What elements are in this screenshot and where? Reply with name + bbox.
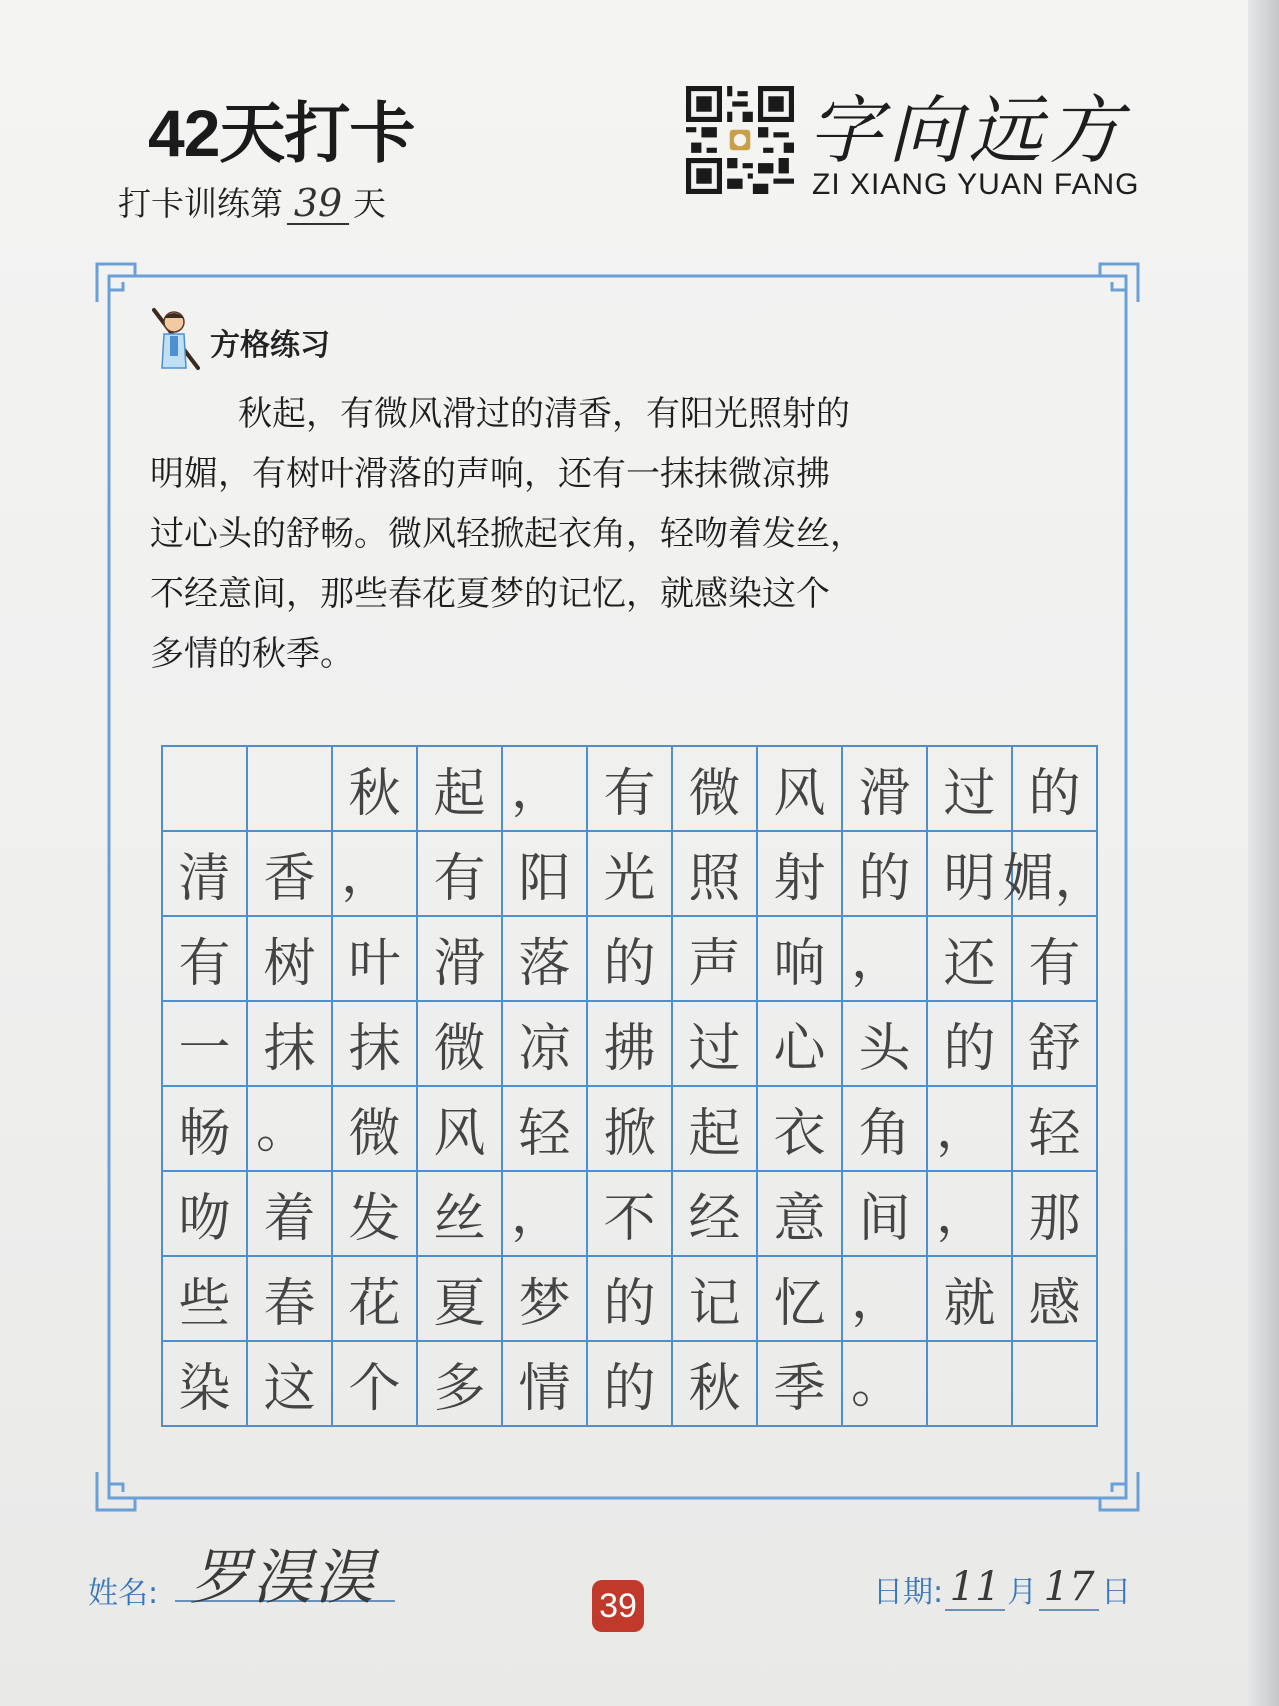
- date-day: 17: [1039, 1565, 1099, 1611]
- grid-cell: 叶: [333, 917, 418, 1002]
- grid-cell: 发: [333, 1172, 418, 1257]
- grid-cell: 的: [1013, 747, 1098, 832]
- grid-cell: 的: [843, 832, 928, 917]
- grid-cell: 清: [163, 832, 248, 917]
- grid-cell: 照: [673, 832, 758, 917]
- passage-line: 过心头的舒畅。微风轻掀起衣角，轻吻着发丝，: [150, 514, 864, 554]
- grid-cell: ，: [333, 832, 418, 917]
- grid-cell: 间: [843, 1172, 928, 1257]
- grid-cell: 的: [588, 1342, 673, 1427]
- grid-cell: 畅: [163, 1087, 248, 1172]
- grid-cell: 心: [758, 1002, 843, 1087]
- brand-logo: 字向远方: [808, 88, 1128, 174]
- grid-cell: 风: [418, 1087, 503, 1172]
- grid-cell: ，: [843, 917, 928, 1002]
- grid-cell: 头: [843, 1002, 928, 1087]
- grid-cell: 响: [758, 917, 843, 1002]
- grid-cell: 的: [588, 917, 673, 1002]
- practice-grid: [161, 745, 1107, 1427]
- grid-cell: 梦: [503, 1257, 588, 1342]
- grid-cell: 射: [758, 832, 843, 917]
- grid-cell: 微: [333, 1087, 418, 1172]
- grid-cell: 声: [673, 917, 758, 1002]
- grid-cell: 滑: [418, 917, 503, 1002]
- grid-cell: [928, 1342, 1013, 1427]
- grid-cell: 着: [248, 1172, 333, 1257]
- grid-cell: 微: [418, 1002, 503, 1087]
- grid-cell: 还: [928, 917, 1013, 1002]
- grid-cell: 过: [673, 1002, 758, 1087]
- day-prefix: 打卡训练第: [118, 184, 283, 223]
- grid-cell: 抹: [333, 1002, 418, 1087]
- passage-line: 明媚，有树叶滑落的声响，还有一抹抹微凉拂: [150, 454, 830, 494]
- grid-cell: 。: [843, 1342, 928, 1427]
- page-edge: [1248, 0, 1279, 1706]
- grid-cell: ，: [843, 1257, 928, 1342]
- grid-cell: 季: [758, 1342, 843, 1427]
- grid-cell: 秋: [333, 747, 418, 832]
- passage-line: 多情的秋季。: [150, 634, 354, 674]
- grid-cell: 夏: [418, 1257, 503, 1342]
- grid-cell: 丝: [418, 1172, 503, 1257]
- calligrapher-icon: [150, 306, 210, 372]
- grid-cell: 有: [588, 747, 673, 832]
- grid-cell: 抹: [248, 1002, 333, 1087]
- grid-cell: 忆: [758, 1257, 843, 1342]
- grid-cell: 阳: [503, 832, 588, 917]
- grid-cell: 有: [163, 917, 248, 1002]
- grid-cell: 不: [588, 1172, 673, 1257]
- grid-cell: 的: [588, 1257, 673, 1342]
- grid-cell: 媚，: [1013, 832, 1098, 917]
- grid-cell: 衣: [758, 1087, 843, 1172]
- grid-cell: 角: [843, 1087, 928, 1172]
- grid-cell: 起: [418, 747, 503, 832]
- grid-cell: 这: [248, 1342, 333, 1427]
- day-number: 39: [287, 183, 349, 225]
- grid-cell: 明: [928, 832, 1013, 917]
- date-field: [873, 1565, 1131, 1611]
- grid-cell: [163, 747, 248, 832]
- qr-code-icon: [686, 84, 794, 196]
- student-name: 罗淏淏: [190, 1543, 376, 1613]
- grid-cell: ，: [928, 1172, 1013, 1257]
- grid-cell: 掀: [588, 1087, 673, 1172]
- grid-cell: 起: [673, 1087, 758, 1172]
- grid-cell: 花: [333, 1257, 418, 1342]
- model-passage: [150, 384, 1110, 684]
- grid-cell: 的: [928, 1002, 1013, 1087]
- grid-cell: 有: [418, 832, 503, 917]
- grid-cell: 风: [758, 747, 843, 832]
- grid-cell: 树: [248, 917, 333, 1002]
- grid-cell: 些: [163, 1257, 248, 1342]
- grid-cell: 拂: [588, 1002, 673, 1087]
- grid-cell: 有: [1013, 917, 1098, 1002]
- date-label: 日期:: [873, 1575, 944, 1610]
- grid-cell: 滑: [843, 747, 928, 832]
- grid-cell: 意: [758, 1172, 843, 1257]
- grid-cell: 多: [418, 1342, 503, 1427]
- grid-cell: 。: [248, 1087, 333, 1172]
- grid-cell: 经: [673, 1172, 758, 1257]
- passage-line: 不经意间，那些春花夏梦的记忆，就感染这个: [150, 574, 830, 614]
- grid-cell: 轻: [503, 1087, 588, 1172]
- name-label: 姓名:: [88, 1576, 159, 1611]
- grid-cell: 那: [1013, 1172, 1098, 1257]
- grid-cell: [248, 747, 333, 832]
- grid-cell: ，: [503, 747, 588, 832]
- grid-cell: ，: [503, 1172, 588, 1257]
- grid-cell: 一: [163, 1002, 248, 1087]
- page-number-badge: 39: [592, 1580, 644, 1632]
- grid-cell: [1013, 1342, 1098, 1427]
- section-title: 方格练习: [210, 328, 330, 363]
- month-unit: 月: [1007, 1575, 1038, 1610]
- grid-cell: 轻: [1013, 1087, 1098, 1172]
- day-unit: 日: [1101, 1575, 1132, 1610]
- date-month: 11: [945, 1565, 1005, 1611]
- brand-pinyin: ZI XIANG YUAN FANG: [812, 168, 1140, 201]
- grid-cell: 秋: [673, 1342, 758, 1427]
- grid-cell: 记: [673, 1257, 758, 1342]
- grid-cell: 微: [673, 747, 758, 832]
- grid-cell: ，: [928, 1087, 1013, 1172]
- grid-cell: 舒: [1013, 1002, 1098, 1087]
- passage-line: 秋起，有微风滑过的清香，有阳光照射的: [238, 394, 850, 434]
- grid-cell: 落: [503, 917, 588, 1002]
- grid-cell: 凉: [503, 1002, 588, 1087]
- grid-cell: 春: [248, 1257, 333, 1342]
- grid-cell: 情: [503, 1342, 588, 1427]
- grid-cell: 光: [588, 832, 673, 917]
- grid-cell: 过: [928, 747, 1013, 832]
- grid-cell: 香: [248, 832, 333, 917]
- day-counter: [118, 178, 386, 225]
- day-suffix: 天: [353, 184, 386, 223]
- grid-cell: 个: [333, 1342, 418, 1427]
- page-title: 42天打卡: [148, 96, 415, 170]
- grid-cell: 吻: [163, 1172, 248, 1257]
- grid-cell: 染: [163, 1342, 248, 1427]
- grid-cell: 就: [928, 1257, 1013, 1342]
- grid-cell: 感: [1013, 1257, 1098, 1342]
